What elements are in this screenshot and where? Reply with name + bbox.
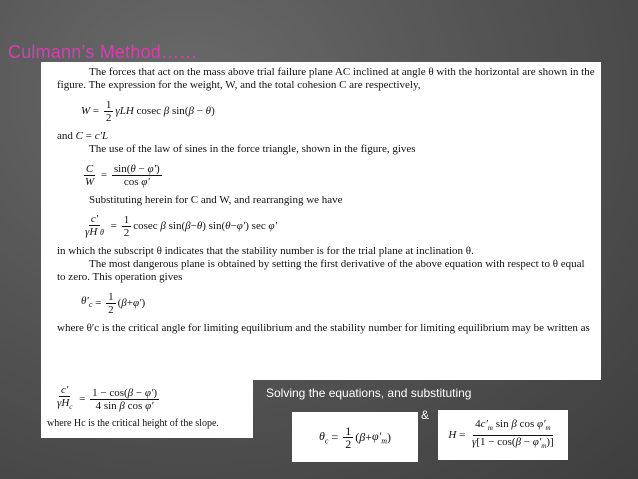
equation-sines: $\frac{C}{W}$ = $\frac{\sin(\theta - \varphi')}{\text{cos φ′}}$ bbox=[85, 162, 160, 188]
equation-theta-c-box: $\theta_c$ = $\frac{1}{2}$ ( β + $\varphi'_m$ ) bbox=[292, 412, 418, 462]
document-page bbox=[41, 62, 601, 380]
ampersand: & bbox=[421, 408, 430, 422]
equation-critical-angle: $\theta'_c$ = $\frac{1}{2}$ ( β + φ′ ) bbox=[81, 290, 146, 316]
paragraph-dangerous-plane: The most dangerous plane is obtained by setting the first derivative of the above equation with respect to θ equal to zero. This operation gives bbox=[57, 258, 585, 283]
paragraph-law-of-sines: The use of the law of sines in the force triangle, shown in the figure, gives bbox=[89, 143, 416, 155]
paragraph-substituting: Substituting herein for C and W, and rearranging we have bbox=[89, 194, 343, 206]
equation-height-box: H = $\frac{4c'_m \sin \beta \cos \varphi'_m}{\gamma[1 - \cos(\beta - \varphi'_m)]}$ bbox=[438, 410, 568, 460]
solving-caption: Solving the equations, and substituting bbox=[266, 386, 472, 400]
equation-weight: W = $\frac{1}{2}$ γLH cosec β sin( β − θ ) bbox=[81, 98, 215, 124]
slide-title: Culmann’s Method…… bbox=[8, 42, 198, 62]
paragraph-subscript: in which the subscript θ indicates that the stability number is for the trial plane at inclination θ. bbox=[57, 245, 474, 257]
document-continuation bbox=[41, 380, 253, 438]
equation-cohesion: and C = c′L bbox=[57, 130, 109, 142]
paragraph-forces: The forces that act on the mass above trial failure plane AC inclined at angle θ with the horizontal are shown in the figure. The expression for the weight, W, and the total cohesion C are respectively, bbox=[57, 66, 595, 91]
paragraph-critical-height: where Hc is the critical height of the slope. bbox=[47, 418, 219, 429]
paragraph-critical-angle: where θ′c is the critical angle for limiting equilibrium and the stability number for limiting equilibrium may be written as bbox=[57, 322, 590, 334]
equation-stability-number: $\frac{c'}{\text{γH θ}}$ = $\frac{1}{2}$ cosec β sin( β − θ ) sin( θ − φ′ ) sec φ′ bbox=[85, 213, 277, 239]
equation-limiting-stability: $\frac{c'}{\gamma H_c}$ = $\frac{1 - \cos(\beta - \varphi')}{\text{4 sin β cos φ′}}$ bbox=[57, 384, 158, 412]
